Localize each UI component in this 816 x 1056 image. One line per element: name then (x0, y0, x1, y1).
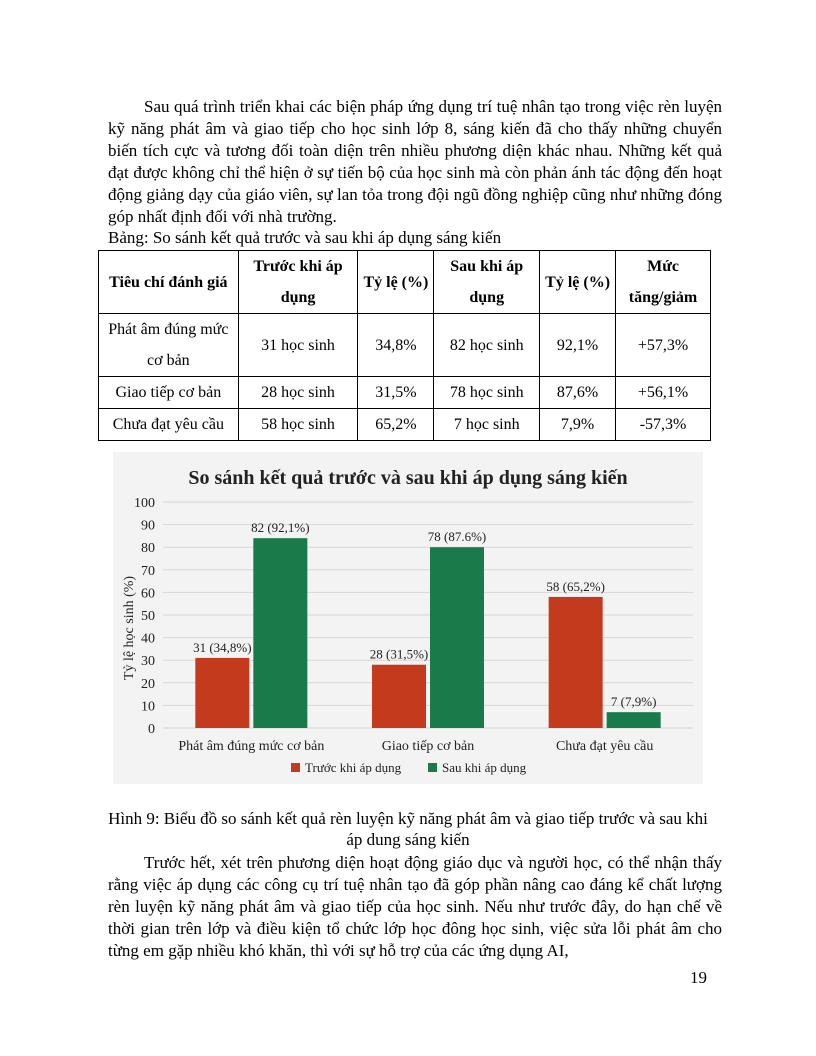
legend-swatch (291, 763, 300, 772)
y-tick-label: 90 (141, 518, 155, 534)
table-cell: 58 học sinh (238, 409, 358, 441)
figure-caption: Hình 9: Biểu đồ so sánh kết quả rèn luyện kỹ năng phát âm và giao tiếp trước và sau khi áp dung sáng kiến (108, 809, 708, 849)
y-axis-label: Tỷ lệ học sinh (%) (122, 575, 137, 681)
header-after: Sau khi áp dụng (434, 251, 540, 314)
table-row (99, 314, 711, 377)
bar (195, 658, 249, 728)
y-tick-label: 80 (141, 541, 155, 557)
y-tick-label: 100 (134, 496, 155, 511)
x-tick-label: Phát âm đúng mức cơ bản (178, 739, 325, 754)
table-cell: 31,5% (358, 377, 434, 409)
bar-chart (113, 452, 703, 784)
bar-chart-figure (113, 452, 703, 784)
header-criteria: Tiêu chí đánh giá (99, 251, 239, 314)
table-cell: -57,3% (616, 409, 711, 441)
y-tick-label: 20 (141, 676, 155, 692)
table-cell: 7 học sinh (434, 409, 540, 441)
table-cell: +56,1% (616, 377, 711, 409)
page-number: 19 (690, 968, 707, 987)
table-cell: 78 học sinh (434, 377, 540, 409)
table-cell: 34,8% (358, 314, 434, 377)
table-row (99, 409, 711, 441)
table-cell: Phát âm đúng mức cơ bản (99, 314, 239, 377)
bar (549, 597, 603, 728)
table-cell: Chưa đạt yêu cầu (99, 409, 239, 441)
y-tick-label: 40 (141, 631, 155, 647)
legend-swatch (428, 763, 437, 772)
data-label: 28 (31,5%) (369, 646, 429, 662)
data-label: 7 (7,9%) (610, 694, 657, 710)
header-before-rate: Tỷ lệ (%) (358, 251, 434, 314)
x-tick-label: Chưa đạt yêu cầu (555, 739, 654, 754)
body-paragraph: Trước hết, xét trên phương diện hoạt động giáo dục và người học, có thể nhận thấy rằng việc áp dụng các công cụ trí tuệ nhân tạo đã góp phần nâng cao đáng kể chất lượng rèn luyện kỹ năng phát âm và giao tiếp của học sinh. Nếu như trước đây, do hạn chế về thời gian trên lớp và điều kiện tổ chức lớp học đông học sinh, việc sửa lỗi phát âm cho từng em gặp nhiều khó khăn, thì với sự hỗ trợ của các ứng dụng AI, (108, 853, 722, 960)
bar (372, 665, 426, 728)
data-label: 82 (92,1%) (251, 520, 310, 536)
legend-label: Sau khi áp dụng (442, 760, 527, 775)
table-cell: 28 học sinh (238, 377, 358, 409)
table-cell: 65,2% (358, 409, 434, 441)
y-tick-label: 10 (141, 699, 155, 715)
table-cell: Giao tiếp cơ bản (99, 377, 239, 409)
table-row (99, 377, 711, 409)
y-tick-label: 50 (141, 609, 155, 624)
x-tick-label: Giao tiếp cơ bản (381, 739, 475, 754)
table-cell: 31 học sinh (238, 314, 358, 377)
table-cell: 87,6% (540, 377, 616, 409)
y-tick-label: 70 (141, 563, 155, 579)
y-tick-label: 0 (148, 722, 155, 737)
table-caption: Bảng: So sánh kết quả trước và sau khi áp dụng sáng kiến (108, 228, 502, 247)
data-label: 58 (65,2%) (546, 578, 605, 594)
data-label: 78 (87.6%) (427, 529, 487, 545)
table-cell: 82 học sinh (434, 314, 540, 377)
bar (253, 538, 307, 728)
chart-legend (291, 760, 527, 775)
header-change: Mức tăng/giảm (616, 251, 711, 314)
table-cell: +57,3% (616, 314, 711, 377)
legend-label: Trước khi áp dụng (305, 760, 402, 775)
table-cell: 92,1% (540, 314, 616, 377)
y-tick-label: 60 (141, 586, 155, 602)
y-tick-label: 30 (141, 654, 155, 670)
table-header-row (99, 251, 711, 314)
table-cell: 7,9% (540, 409, 616, 441)
chart-title: So sánh kết quả trước và sau khi áp dụng sáng kiến (188, 467, 628, 489)
bar (607, 712, 661, 728)
header-before: Trước khi áp dụng (238, 251, 358, 314)
data-label: 31 (34,8%) (193, 639, 252, 655)
bar (430, 547, 484, 728)
intro-paragraph: Sau quá trình triển khai các biện pháp ứng dụng trí tuệ nhân tạo trong việc rèn luyện kỹ năng phát âm và giao tiếp cho học sinh lớp 8, sáng kiến đã cho thấy những chuyển biến tích cực và tương đối toàn diện trên nhiều phương diện khác nhau. Những kết quả đạt được không chỉ thể hiện ở sự tiến bộ của học sinh mà còn phản ánh tác động đến hoạt động giảng dạy của giáo viên, sự lan tỏa trong đội ngũ đồng nghiệp cũng như những đóng góp nhất định đối với nhà trường. (108, 97, 722, 226)
comparison-table (98, 250, 711, 441)
header-after-rate: Tỷ lệ (%) (540, 251, 616, 314)
